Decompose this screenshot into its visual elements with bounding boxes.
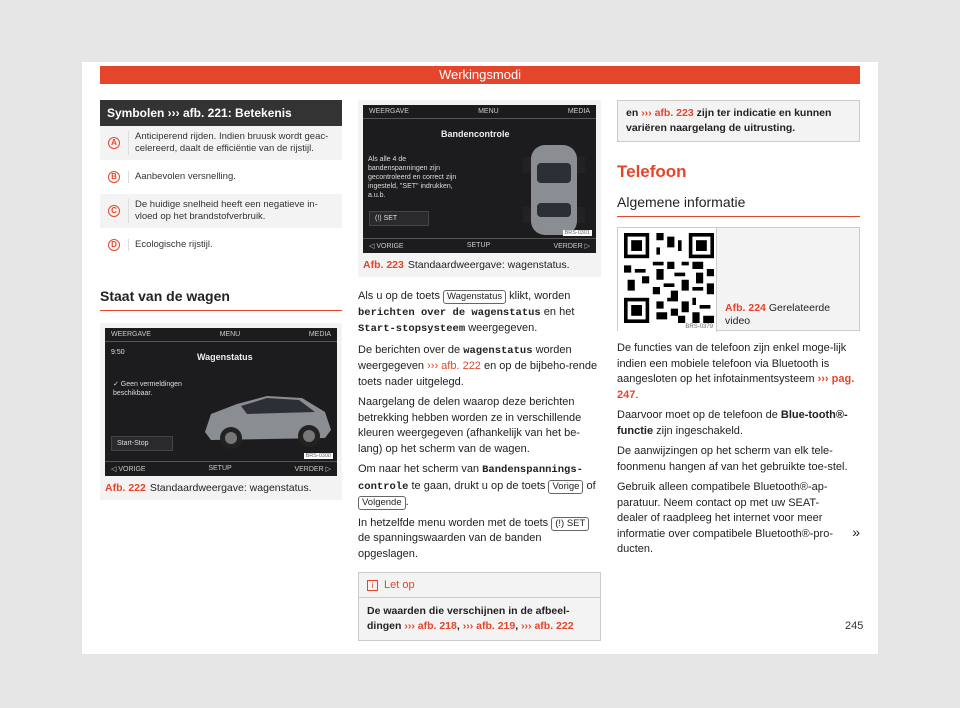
menu-media: MEDIA [308,331,331,338]
start-stop-button: Start-Stop [111,436,173,451]
caption-text: Standaardweergave: wagenstatus. [407,259,570,271]
paragraph: De berichten over de wagenstatus worden weergegeven ››› afb. 222 en op de bijbeho-rende toets nader uitgelegd. [358,343,598,388]
chapter-header: Werkingsmodi [100,66,860,84]
table-title: Symbolen ››› afb. 221: Betekenis [100,100,342,126]
continue-arrow-icon: » [852,523,860,540]
table-row [100,194,342,228]
row-text: Aanbevolen versnelling. [128,171,242,183]
figure-label: Afb. 222 [105,482,146,494]
figure-223 [358,100,601,277]
key-set: (!) SET [551,517,589,531]
warning-icon: (!) [375,215,384,222]
figure-code: BRS-0379 [685,324,714,330]
menu-weergave: WEERGAVE [369,108,409,115]
note-body: De waarden die verschijnen in de afbeel-dingen ››› afb. 218, ››› afb. 219, ››› afb. 222 [367,605,574,632]
paragraph: Naargelang de delen waarop deze berichten betrekking hebben worden ze in verschillende kleuren weergegeven (afhankelijk van het be-lang) op het scherm van de wagen. [358,396,582,455]
menu-weergave: WEERGAVE [111,331,151,338]
prev-label: ◁ VORIGE [369,243,404,250]
qr-icon [624,233,714,323]
figure-222 [100,323,342,500]
page-number: 245 [845,620,864,632]
row-text: Anticiperend rijden. Indien bruusk wordt geac-celereerd, daalt de efficiëntie van de rijstijl. [128,131,342,155]
caption-text: Gerelateerde video [725,302,831,327]
symbol-a-icon: A [108,137,120,149]
next-label: VERDER ▷ [294,466,331,473]
key-wagenstatus: Wagenstatus [443,290,506,304]
key-volgende: Volgende [358,496,406,510]
figure-caption [105,482,337,494]
row-text: Ecologische rijstijl. [128,239,219,251]
set-button [369,211,429,226]
screen-title: Wagenstatus [197,352,253,362]
symbol-table [100,100,342,262]
section-title: Algemene informatie [617,194,860,217]
note-continuation: en ››› afb. 223 zijn ter indicatie en kunnen variëren naargelang de uitrusting. [617,100,860,142]
car-icon [197,374,337,454]
info-icon: i [367,580,378,591]
reference-link[interactable]: ››› afb. 218 [404,620,457,632]
note-header [359,573,600,598]
figure-code: BRS-0300 [305,453,331,459]
screen-time: 9:50 [111,349,125,356]
car-top-icon [513,141,595,239]
figure-label: Afb. 224 [725,302,766,314]
screen-message: Als alle 4 de bandenspanningen zijn gecontroleerd en correct zijn ingesteld, "SET" indrukken, a.u.b. [368,156,457,199]
paragraph: De aanwijzingen op het scherm van elk tele-foonmenu hangen af van het gebruikte toe-stel. [617,445,848,473]
note-title: Let op [384,579,415,591]
column-middle [358,100,601,641]
table-row [100,228,342,262]
next-label: VERDER ▷ [553,243,590,250]
menu-menu: MENU [478,108,499,115]
figure-224 [617,227,860,331]
infotainment-screen-223 [363,105,596,253]
reference-link[interactable]: ››› afb. 222 [521,620,574,632]
paragraph: Als u op de toets Wagenstatus klikt, worden berichten over de wagenstatus en het Start-stopsysteem weergegeven. [358,290,575,335]
body-text [617,341,860,558]
setup-label: SETUP [208,465,232,472]
key-vorige: Vorige [548,480,583,494]
paragraph: In hetzelfde menu worden met de toets (!) SET de spanningswaarden van de banden opgeslagen. [358,516,601,563]
screen-menu-bar [105,328,337,342]
column-left [100,100,342,500]
reference-link[interactable]: ››› pag. 247 [617,373,855,401]
screen-bottom-bar [105,461,337,476]
figure-caption [717,228,859,330]
column-right [617,100,860,563]
reference-link[interactable]: ››› afb. 222 [427,360,481,372]
table-row [100,126,342,160]
reference-link[interactable]: ››› afb. 223 [641,107,694,119]
paragraph: Om naar het scherm van Bandenspannings-controle te gaan, drukt u op de toets Vorige of Volgende . [358,463,596,508]
setup-label: SETUP [466,242,491,249]
prev-label: ◁ VORIGE [111,466,146,473]
paragraph: Daarvoor moet op de telefoon de Blue-tooth®-functie zijn ingeschakeld. [617,409,848,437]
screen-title: Bandencontrole [441,129,510,139]
set-label: SET [383,215,398,222]
symbol-c-icon: C [108,205,120,217]
screen-bottom-bar [363,238,596,253]
body-text [358,289,601,562]
screen-message: ✓ Geen vermeldingen beschikbaar. [113,381,182,397]
infotainment-screen-222 [105,328,337,476]
symbol-d-icon: D [108,239,120,251]
paragraph: Gebruik alleen compatibele Bluetooth®-ap-paratuur. Neem contact op met uw SEAT-dealer of raadpleeg het internet voor meer informatie over compatibele Bluetooth®-pro-ducten. [617,481,833,555]
caption-text: Standaardweergave: wagenstatus. [149,482,312,494]
chapter-title: Telefoon [617,162,687,181]
figure-label: Afb. 223 [363,259,404,271]
section-title-car-status: Staat van de wagen [100,288,342,311]
menu-menu: MENU [219,331,241,338]
figure-caption [363,259,596,271]
screen-menu-bar [363,105,596,119]
row-text: De huidige snelheid heeft een negatieve in-vloed op het brandstofverbruik. [128,199,342,223]
paragraph: De functies van de telefoon zijn enkel moge-lijk indien een mobiele telefoon via Bluetooth is aangesloten op het infotainmentsysteem ››› pag. 247. [617,342,855,401]
symbol-b-icon: B [108,171,120,183]
menu-media: MEDIA [567,108,590,115]
figure-code: BRS-0301 [564,230,590,236]
reference-link[interactable]: ››› afb. 219 [462,620,516,632]
table-rows [100,126,342,262]
qr-code[interactable] [618,228,717,332]
note-box [358,572,601,641]
table-row [100,160,342,194]
